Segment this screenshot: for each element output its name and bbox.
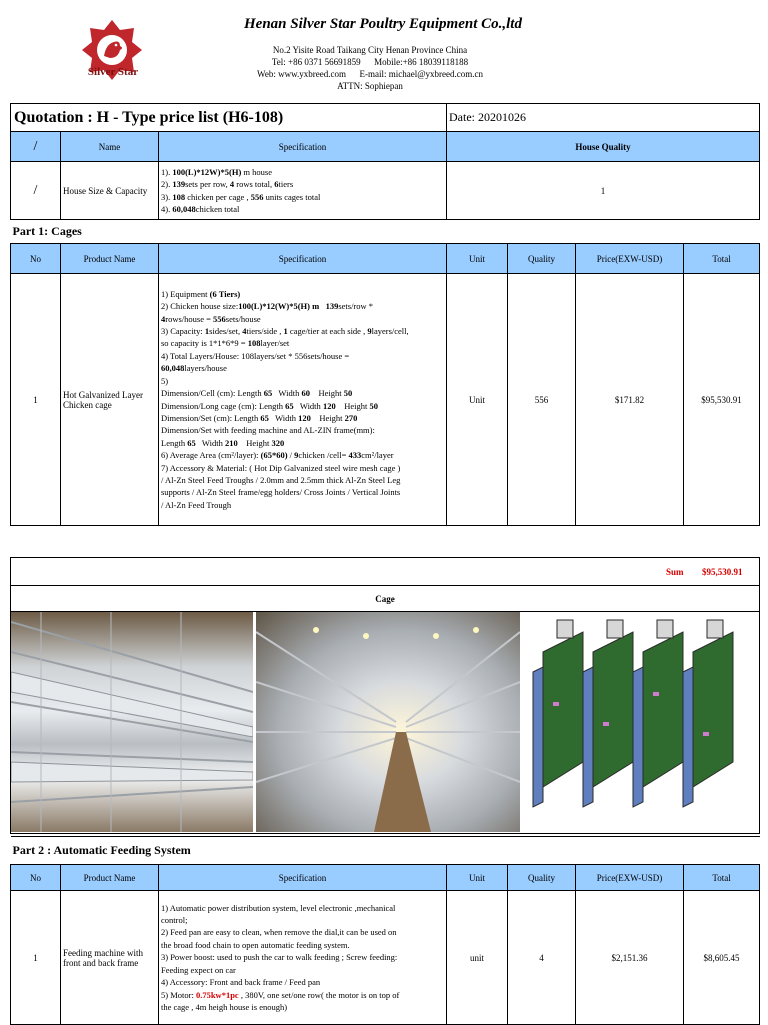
logo-text: Silver Star (87, 66, 139, 78)
part2-col-total: Total (684, 865, 760, 891)
part1-spec-line: supports / Al-Zn Steel frame/egg holders/ Cross Joints / Vertical Joints (161, 487, 401, 498)
company-web: Web: www.yxbreed.com E-mail: michael@yxbreed.com.cn (257, 69, 483, 79)
part2-title: Part 2 : Automatic Feeding System (11, 837, 760, 865)
part1-price: $171.82 (576, 274, 684, 526)
part1-spec-line: 4rows/house = 556sets/house (161, 313, 261, 324)
part2-spec-line: Feeding expect on car (161, 964, 236, 975)
cage-3d-diagram (523, 612, 759, 832)
part1-spec-line: Dimension/Set with feeding machine and AL-ZIN frame(mm): (161, 425, 375, 436)
part1-quality: 556 (508, 274, 576, 526)
house-slash: / (11, 162, 61, 220)
company-address: No.2 Yisite Road Taikang City Henan Province China (272, 45, 468, 55)
part1-spec-line: Dimension/Set (cm): Length 65 Width 120 Height 270 (161, 412, 358, 423)
part2-spec-line: control; (161, 915, 188, 926)
part2-col-spec: Specification (159, 865, 447, 891)
part1-spec-line: 5) (161, 375, 169, 386)
part1-no: 1 (11, 274, 61, 526)
part1-unit: Unit (447, 274, 508, 526)
house-spec-line: 4). 60,048chicken total (161, 203, 240, 214)
part2-row (11, 891, 760, 1025)
part1-col-unit: Unit (447, 244, 508, 274)
part2-col-quality: Quality (508, 865, 576, 891)
part2-table (10, 836, 760, 1025)
house-spec-line: 2). 139sets per row, 4 rows total, 6tiers (161, 179, 294, 190)
part1-product-name: Hot Galvanized Layer Chicken cage (61, 274, 159, 526)
attn: ATTN: Sophiepan (337, 81, 403, 91)
part2-col-product: Product Name (61, 865, 159, 891)
part2-spec-line: the cage , 4m heigh house is enough) (161, 1001, 288, 1012)
sum-value: $95,530.91 (686, 558, 760, 586)
part1-col-spec: Specification (159, 244, 447, 274)
part1-spec-line: 7) Accessory & Material: ( Hot Dip Galvanized steel wire mesh cage ) (161, 462, 401, 473)
part1-spec-line: / Al-Zn Feed Trough (161, 499, 232, 510)
quotation-title: Quotation : H - Type price list (H6-108) (11, 104, 447, 132)
company-name: Henan Silver Star Poultry Equipment Co.,ltd (244, 16, 522, 32)
quotation-table (10, 103, 760, 526)
house-name: House Size & Capacity (61, 162, 159, 220)
part1-spec-line: Dimension/Cell (cm): Length 65 Width 60 Height 50 (161, 388, 353, 399)
quotation-date: Date: 20201026 (447, 104, 760, 132)
part2-spec-line: 2) Feed pan are easy to clean, when remove the dial,it can be used on (161, 927, 397, 938)
part2-header-row (11, 865, 760, 891)
part1-spec-line: Dimension/Long cage (cm): Length 65 Width 120 Height 50 (161, 400, 378, 411)
part2-spec-line: 5) Motor: 0.75kw*1pc , 380V, one set/one row( the motor is on top of (161, 989, 400, 1000)
house-quality-value: 1 (447, 162, 760, 220)
company-tel: Tel: +86 0371 56691859 Mobile:+86 18039118188 (271, 57, 469, 67)
part1-col-product: Product Name (61, 244, 159, 274)
part1-row (11, 274, 760, 526)
part2-total: $8,605.45 (684, 891, 760, 1025)
part2-unit: unit (447, 891, 508, 1025)
part1-spec-line: 3) Capacity: 1sides/set, 4tiers/side , 1 cage/tier at each side , 9layers/cell, (161, 326, 409, 337)
part2-spec-line: 1) Automatic power distribution system, level electronic ,mechanical (161, 902, 396, 913)
part2-no: 1 (11, 891, 61, 1025)
house-spec-line: 3). 108 chicken per cage , 556 units cages total (161, 191, 321, 202)
part1-col-no: No (11, 244, 61, 274)
letterhead (0, 0, 768, 100)
part1-spec-line: 2) Chicken house size:100(L)*12(W)*5(H) m 139sets/row * (161, 301, 374, 312)
part1-col-total: Total (684, 244, 760, 274)
part2-spec-line: 3) Power boost: used to push the car to walk feeding ; Screw feeding: (161, 952, 398, 963)
part2-col-price: Price(EXW-USD) (576, 865, 684, 891)
col-house-quality: House Quality (447, 132, 760, 162)
part1-header-row (11, 244, 760, 274)
part1-title: Part 1: Cages (11, 220, 760, 244)
cage-photo-1 (11, 612, 253, 832)
col-slash: / (11, 132, 61, 162)
part2-product-name: Feeding machine with front and back frame (61, 891, 159, 1025)
part1-spec-line: 1) Equipment (6 Tiers) (161, 288, 241, 299)
sum-label: Sum (11, 558, 686, 586)
cage-label: Cage (11, 586, 760, 612)
part1-spec-line: 60,048layers/house (161, 363, 227, 374)
part1-spec-line: / Al-Zn Steel Feed Troughs / 2.0mm and 2.5mm thick Al-Zn Steel Leg (161, 474, 401, 485)
part2-spec-line: the broad food chain to open automatic feeding system. (161, 939, 350, 950)
part2-col-no: No (11, 865, 61, 891)
house-spec (159, 162, 447, 220)
part2-col-unit: Unit (447, 865, 508, 891)
part2-spec-line: 4) Accessory: Front and back frame / Feed pan (161, 977, 321, 988)
part1-total: $95,530.91 (684, 274, 760, 526)
company-contact (230, 44, 510, 92)
part2-quality: 4 (508, 891, 576, 1025)
part1-spec-line: Length 65 Width 210 Height 320 (161, 437, 285, 448)
part2-spec (159, 891, 447, 1025)
part2-price: $2,151.36 (576, 891, 684, 1025)
part1-spec-line: 6) Average Area (cm²/layer): (65*60) / 9chicken /cell= 433cm²/layer (161, 450, 394, 461)
part1-spec (159, 274, 447, 526)
col-spec: Specification (159, 132, 447, 162)
part1-spec-line: 4) Total Layers/House: 108layers/set * 556sets/house = (161, 350, 350, 361)
col-name: Name (61, 132, 159, 162)
part1-col-quality: Quality (508, 244, 576, 274)
cage-photo-2 (256, 612, 520, 832)
part1-spec-line: so capacity is 1*1*6*9 = 108layer/set (161, 338, 290, 349)
house-spec-line: 1). 100(L)*12W)*5(H) m house (161, 166, 272, 177)
part1-col-price: Price(EXW-USD) (576, 244, 684, 274)
